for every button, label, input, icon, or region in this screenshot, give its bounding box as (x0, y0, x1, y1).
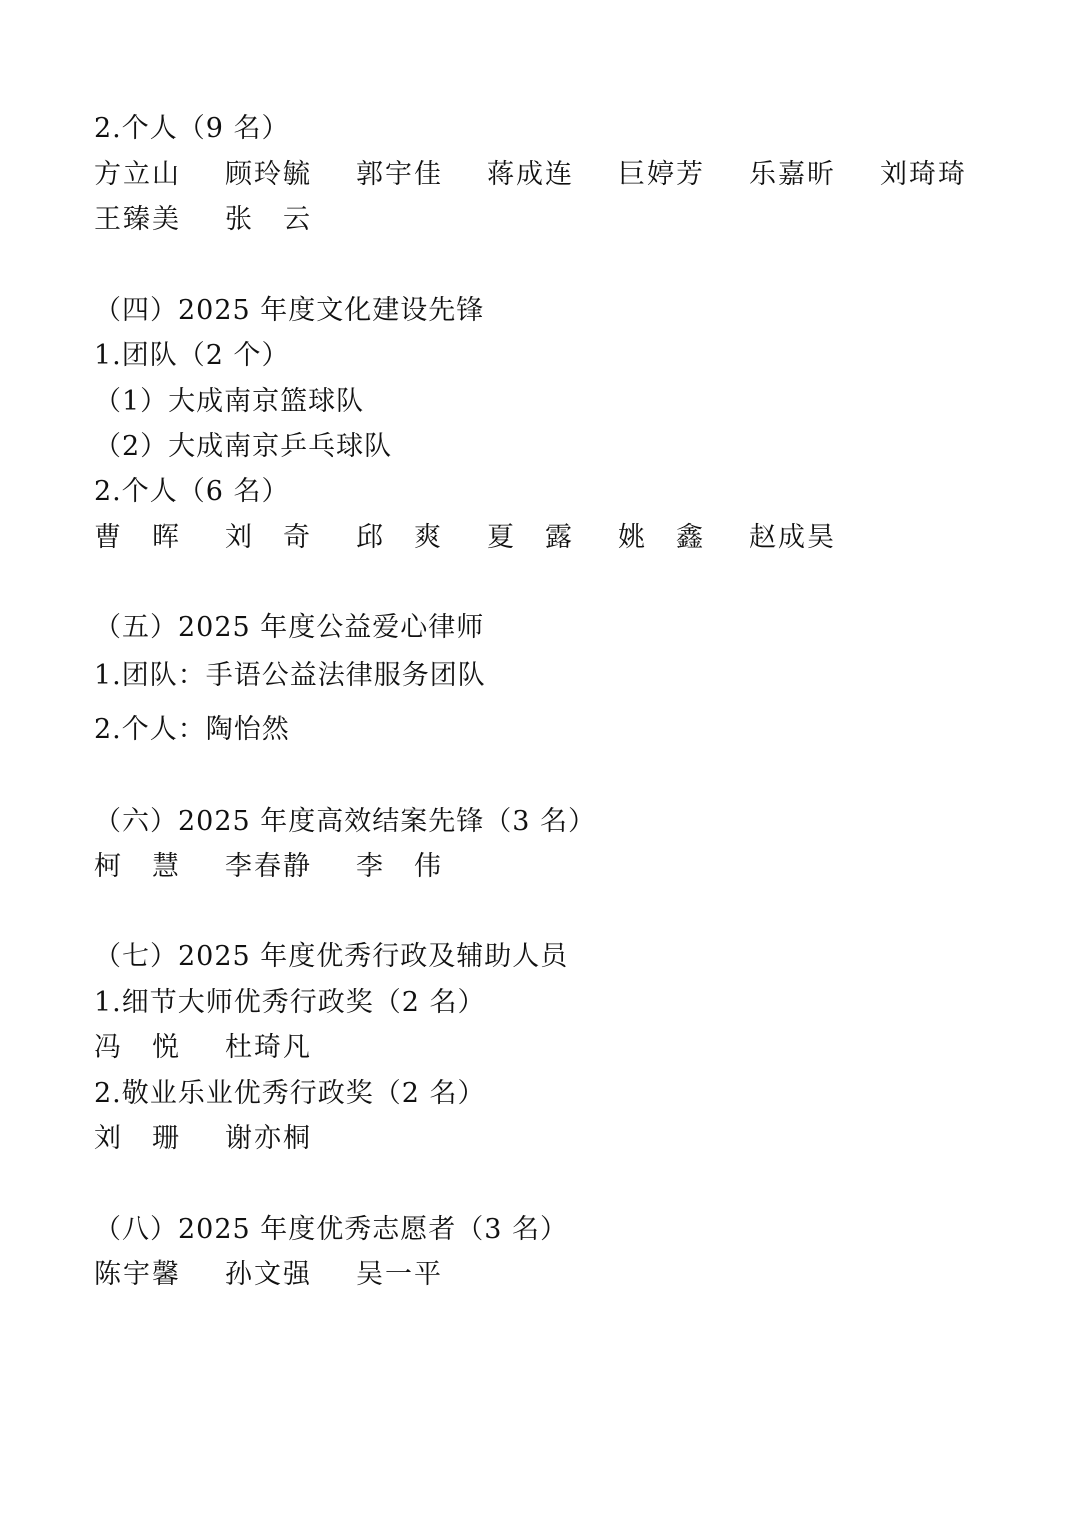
admin-award-2: 2.敬业乐业优秀行政奖（2 名） (94, 1078, 486, 1109)
admin-title: （七）2025 年度优秀行政及辅助人员 (94, 941, 569, 972)
person-name: 夏 露 (487, 522, 574, 553)
person-name: 方立山 (94, 159, 181, 190)
charity-title: （五）2025 年度公益爱心律师 (94, 612, 485, 643)
culture-team-heading: 1.团队（2 个） (94, 340, 290, 371)
person-name: 谢亦桐 (225, 1123, 312, 1154)
personal-9-heading: 2.个人（9 名） (94, 113, 290, 144)
person-name: 吴一平 (356, 1259, 443, 1290)
personal-9-names-row-1 (94, 158, 1054, 192)
person-name: 顾玲毓 (225, 159, 312, 190)
admin-award-1: 1.细节大师优秀行政奖（2 名） (94, 987, 486, 1018)
person-name: 刘 珊 (94, 1123, 181, 1154)
admin-names-2 (94, 1122, 1054, 1156)
person-name: 郭宇佳 (356, 159, 443, 190)
charity-personal: 2.个人：陶怡然 (94, 714, 290, 745)
culture-team-2: （2）大成南京乒乓球队 (94, 431, 393, 462)
volunteer-title: （八）2025 年度优秀志愿者（3 名） (94, 1214, 569, 1245)
person-name: 乐嘉昕 (749, 159, 836, 190)
person-name: 冯 悦 (94, 1032, 181, 1063)
efficiency-title: （六）2025 年度高效结案先锋（3 名） (94, 806, 597, 837)
person-name: 柯 慧 (94, 851, 181, 882)
person-name: 陈宇馨 (94, 1259, 181, 1290)
culture-team-1: （1）大成南京篮球队 (94, 386, 365, 417)
efficiency-names (94, 850, 1054, 884)
person-name: 邱 爽 (356, 522, 443, 553)
culture-title: （四）2025 年度文化建设先锋 (94, 295, 485, 326)
person-name: 蒋成连 (487, 159, 574, 190)
person-name: 李 伟 (356, 851, 443, 882)
personal-9-names-row-2 (94, 203, 1054, 237)
person-name: 孙文强 (225, 1259, 312, 1290)
person-name: 杜琦凡 (225, 1032, 312, 1063)
admin-names-1 (94, 1031, 1054, 1065)
volunteer-names (94, 1258, 1054, 1292)
person-name: 巨婷芳 (618, 159, 705, 190)
person-name: 王臻美 (94, 204, 181, 235)
charity-team: 1.团队：手语公益法律服务团队 (94, 660, 486, 691)
culture-personal-heading: 2.个人（6 名） (94, 476, 290, 507)
person-name: 张 云 (225, 204, 312, 235)
person-name: 刘 奇 (225, 522, 312, 553)
person-name: 李春静 (225, 851, 312, 882)
person-name: 曹 晖 (94, 522, 181, 553)
person-name: 刘琦琦 (880, 159, 967, 190)
person-name: 赵成昊 (749, 522, 836, 553)
person-name: 姚 鑫 (618, 522, 705, 553)
culture-names (94, 521, 1054, 555)
